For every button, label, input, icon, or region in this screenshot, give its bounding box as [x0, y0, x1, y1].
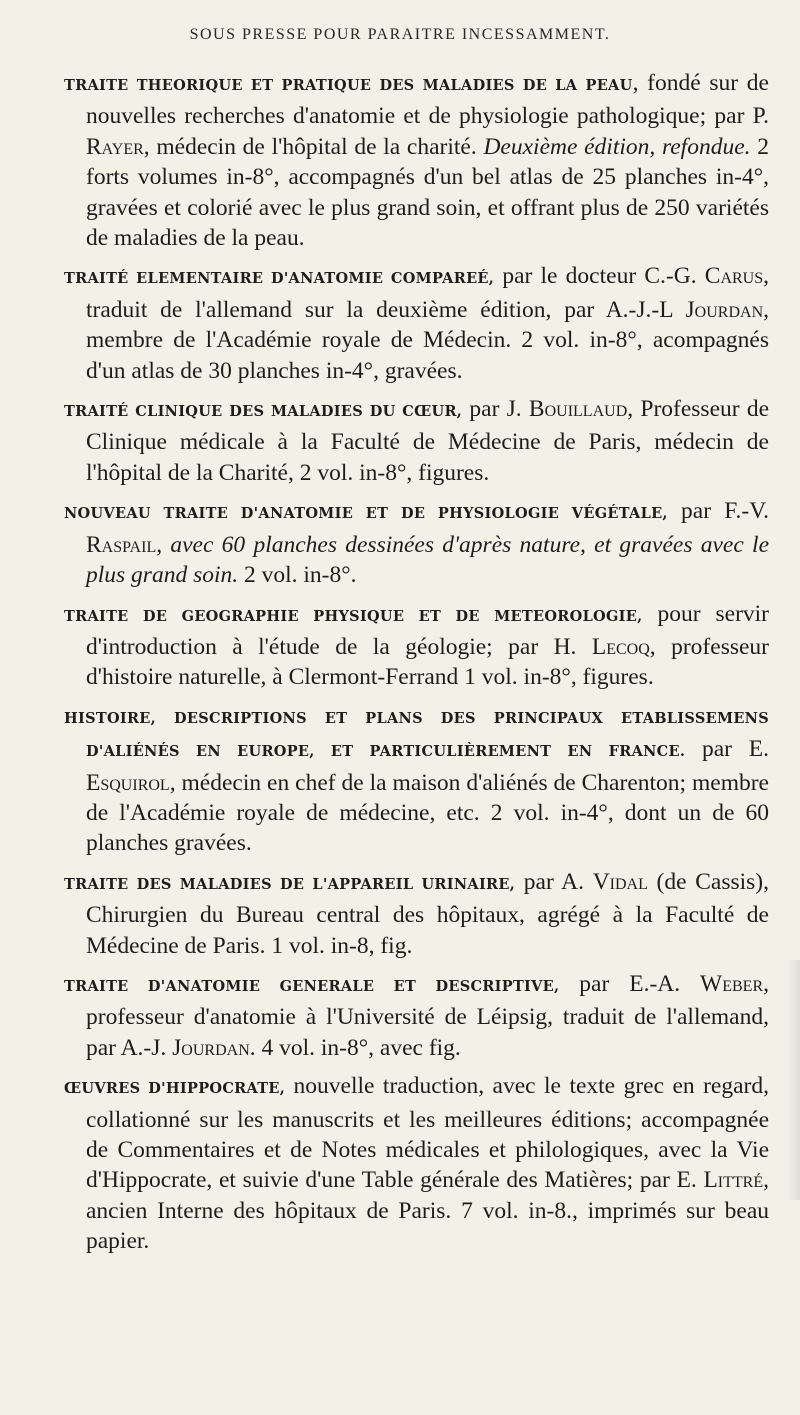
book-entry-esquirol: [64, 701, 769, 859]
book-author: Raspail: [86, 531, 157, 558]
book-title: NOUVEAU TRAITE D'ANATOMIE ET DE PHYSIOLOGIE VÉGÉTALE,: [64, 505, 668, 523]
book-entry-carus: [64, 261, 769, 386]
book-entry-vidal: [64, 867, 769, 961]
book-title: HISTOIRE, DESCRIPTIONS ET PLANS DES PRINCIPAUX ETABLISSEMENS D'ALIÉNÉS EN EUROPE, ET PARTICULIÈREMENT EN FRANCE.: [64, 709, 769, 761]
book-author: Carus: [704, 263, 764, 290]
book-edition: Deuxième édition, refondue.: [483, 133, 751, 160]
book-entry-bouillaud: [64, 394, 769, 488]
book-author: Esquirol: [86, 769, 170, 796]
book-entry-weber: [64, 969, 769, 1063]
book-text: 2 forts volumes in-8°, accompagnés d'un bel atlas de 25 planches in-4°, gravées et colorié avec le plus grand soin, et offrant plus de 250 variétés de maladies de la peau.: [86, 133, 770, 252]
book-text: nouvelle traduction, avec le texte grec en regard, collationné sur les manuscrits et les meilleures éditions; accompagnée de Commentaires et de Notes médicales et philologiques, avec la Vie d'Hippocrate, et suivie d'une Table générale des Matières; par E.: [86, 1073, 769, 1194]
book-text: par E.: [685, 736, 769, 763]
book-text: par le docteur C.-G.: [494, 263, 705, 290]
book-text: par J.: [462, 396, 529, 423]
book-text: (de Cassis), Chirurgien du Bureau central des hôpitaux, agrégé à la Faculté de Médecine de Paris. 1 vol. in-8, fig.: [86, 868, 770, 959]
book-text: , membre de l'Académie royale de Médecin. 2 vol. in-8°, acompagnés d'un atlas de 30 planches in-4°, gravées.: [86, 296, 769, 384]
book-text: , professeur d'anatomie à l'Université de Léipsig, traduit de l'allemand, par A.-J.: [86, 970, 769, 1061]
page-header: SOUS PRESSE POUR PARAITRE INCESSAMMENT.: [189, 26, 611, 43]
book-author: Weber: [700, 970, 764, 997]
book-author: Vidal: [592, 868, 648, 895]
book-author: Littré: [703, 1167, 764, 1194]
book-text: par F.-V.: [667, 498, 770, 525]
book-text: , Professeur de Clinique médicale à la Faculté de Médecine de Paris, médecin de l'hôpital de la Charité, 2 vol. in-8°, figures.: [86, 396, 769, 486]
book-text: pour servir d'introduction à l'étude de la géologie; par H.: [86, 600, 769, 660]
book-translator: Jourdan: [172, 1034, 250, 1061]
book-author: Rayer: [86, 133, 144, 160]
book-description: avec 60 planches dessinées d'après nature, et gravées avec le plus grand soin.: [86, 531, 770, 589]
book-entry-lecoq: [64, 599, 769, 693]
book-text: par E.-A.: [559, 970, 701, 997]
book-text: ,: [156, 531, 171, 558]
book-entry-hippocrate: [64, 1071, 769, 1256]
book-title: TRAITÉ ELEMENTAIRE D'ANATOMIE COMPAREÉ,: [64, 270, 495, 288]
book-translator: Jourdan: [685, 296, 764, 323]
book-author: Bouillaud: [528, 396, 628, 423]
page-edge-shadow: [786, 960, 800, 1200]
book-title: TRAITÉ CLINIQUE DES MALADIES DU CŒUR,: [64, 403, 463, 421]
book-author: Lecoq: [591, 633, 650, 660]
book-title: TRAITE D'ANATOMIE GENERALE ET DESCRIPTIVE,: [64, 977, 560, 995]
book-title: TRAITE DES MALADIES DE L'APPAREIL URINAIRE,: [64, 875, 516, 893]
book-title: TRAITE THEORIQUE ET PRATIQUE DES MALADIES DE LA PEAU: [64, 77, 633, 94]
book-text: , traduit de l'allemand sur la deuxième édition, par A.-J.-L: [86, 263, 769, 323]
book-title: ŒUVRES D'HIPPOCRATE,: [64, 1080, 286, 1098]
book-entry-rayer: [64, 68, 769, 253]
book-text: par A.: [515, 868, 593, 895]
book-text: , professeur d'histoire naturelle, à Clermont-Ferrand 1 vol. in-8°, figures.: [86, 633, 769, 691]
book-text: , médecin en chef de la maison d'aliénés de Charenton; membre de l'Académie royale de médecine, etc. 2 vol. in-4°, dont un de 60 planches gravées.: [86, 769, 769, 857]
book-text: 2 vol. in-8°.: [238, 562, 357, 589]
book-text: , fondé sur de nouvelles recherches d'anatomie et de physiologie pathologique; par P.: [86, 70, 769, 130]
book-text: , ancien Interne des hôpitaux de Paris. 7 vol. in-8., imprimés sur beau papier.: [86, 1167, 769, 1255]
book-text: , médecin de l'hôpital de la charité.: [143, 133, 484, 160]
book-text: . 4 vol. in-8°, avec fig.: [249, 1034, 461, 1061]
book-list: [64, 68, 769, 1265]
book-entry-raspail: [64, 496, 769, 590]
book-title: TRAITE DE GEOGRAPHIE PHYSIQUE ET DE METEOROLOGIE,: [64, 607, 643, 625]
